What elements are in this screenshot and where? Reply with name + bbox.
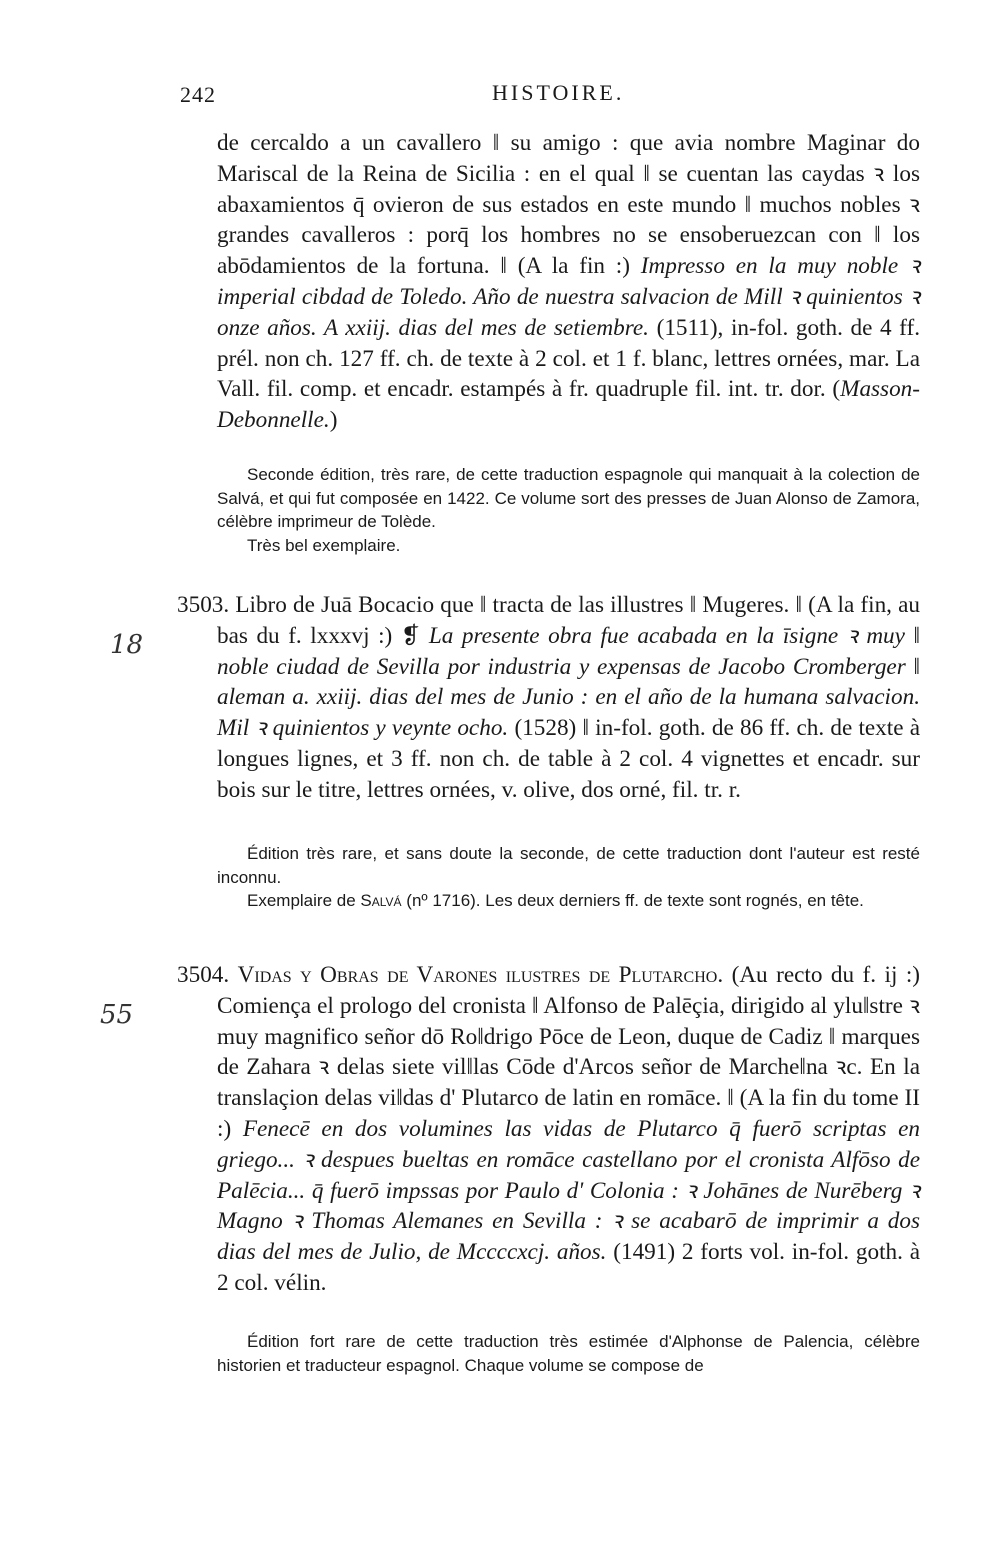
note-paragraph: Seconde édition, très rare, de cette traduction espagnole qui manquait à la colection de Salvá, et qui fut composée en 1422. Ce volume sort des presses de Juan Alonso de Zamora, célèbre imprimeur de Tolède. bbox=[217, 465, 920, 532]
entry-text: de cercaldo a un cavallero ‖ su amigo : que avia nombre Maginar do Mariscal de la Reina de Sicilia : en el qual ‖ se cuentan las caydas ꝛ los abaxamientos q̄ ovieron de sus estados en este mundo ‖ muchos nobles ꝛ grandes cavalleros : porq̄ los hombres no se ensoberuezcan con ‖ los abōdamientos de la fortuna. ‖ (A la fin :) bbox=[217, 130, 920, 280]
note-3503 bbox=[217, 842, 920, 913]
entry-colophon: Fenecē en dos volumines las vidas de Plutarco q̄ fuerō scriptas en griego... ꝛ despues bueltas en romāce castellano por el cronista Alfōso de Palēcia... q̄ fuerō impssas por Paulo d' Colonia : ꝛ Johānes de Nurēberg ꝛ Magno ꝛ Thomas Alemanes en Sevilla : ꝛ se acabarō de imprimir a dos dias del mes de Julio, de Mccccxcj. años. bbox=[217, 1115, 921, 1266]
margin-handwritten-note: 18 bbox=[110, 630, 144, 660]
entry-number: 3504. bbox=[177, 962, 230, 988]
note-paragraph bbox=[217, 889, 920, 913]
entry-3503 bbox=[177, 590, 921, 806]
running-title: HISTOIRE. bbox=[492, 80, 625, 105]
entry-description: (1491) 2 forts vol. in-fol. goth. à 2 col. vélin. bbox=[217, 1239, 920, 1296]
entry-continued bbox=[217, 128, 920, 436]
collector-name: Salvá bbox=[360, 891, 402, 911]
note-text: Exemplaire de bbox=[247, 891, 356, 911]
entry-colophon: Impresso en la muy noble ꝛ imperial cibdad de Toledo. Año de nuestra salvacion de Mill ꝛ quinientos ꝛ onze años. A xxiij. dias del mes de setiembre. bbox=[217, 253, 921, 341]
entry-text: (Au recto du f. ij :) Comiença el prologo del cronista ‖ Alfonso de Palēçia, dirigido al ylu‖stre ꝛ muy magnifico señor dō Ro‖drigo Pōce de Leon, duque de Cadiz ‖ marques de Zahara ꝛ delas siete vil‖las Cōde d'Arcos señor de Marche‖na ꝛc. En la translaçion delas vi‖das d' Plutarco de latin en romāce. ‖ (A la fin du tome II :) bbox=[217, 962, 920, 1142]
entry-3504 bbox=[177, 960, 921, 1299]
binder-name: Masson-Debonnelle. bbox=[217, 376, 920, 434]
entry-number: 3503. bbox=[177, 592, 230, 618]
entry-description: (1511), in-fol. goth. de 4 ff. prél. non ch. 127 ff. ch. de texte à 2 col. et 1 f. blanc, lettres ornées, mar. La Vall. fil. comp. et encadr. estampés à fr. quadruple fil. int. tr. dor. ( bbox=[217, 314, 920, 403]
note-paragraph: Édition très rare, et sans doute la seconde, de cette traduction dont l'auteur est resté inconnu. bbox=[217, 844, 920, 887]
entry-description: (1528) ‖ in-fol. goth. de 86 ff. ch. de texte à longues lignes, et 3 ff. non ch. de table à 2 col. 4 vignettes et encadr. sur bois sur le titre, lettres ornées, v. olive, dos orné, fil. tr. r. bbox=[217, 715, 921, 803]
closing-paren: ) bbox=[329, 407, 338, 434]
page-number: 242 bbox=[180, 82, 216, 107]
entry-colophon: La presente obra fue acabada en la īsigne ꝛ muy ‖ noble ciudad de Sevilla por industria y expensas de Jacobo Cromberger ‖ aleman a. xxiij. dias del mes de Junio : en el año de la humana salvacion. Mil ꝛ quinientos y veynte ocho. bbox=[217, 622, 921, 742]
margin-handwritten-note: 55 bbox=[100, 1000, 134, 1030]
note-text: (nº 1716). Les deux derniers ff. de texte sont rognés, en tête. bbox=[406, 891, 864, 911]
note-continued bbox=[217, 463, 920, 558]
note-3504 bbox=[217, 1330, 920, 1377]
entry-title: Vidas y Obras de Varones ilustres de Plutarcho. bbox=[237, 962, 724, 988]
entry-title: Libro de Juā Bocacio que ‖ tracta de las illustres ‖ Mugeres. ‖ (A la fin, au bas du f. lxxxvj :) ❡ bbox=[217, 592, 921, 649]
note-paragraph: Édition fort rare de cette traduction très estimée d'Alphonse de Palencia, célèbre historien et traducteur espagnol. Chaque volume se compose de bbox=[217, 1332, 920, 1375]
note-paragraph: Très bel exemplaire. bbox=[247, 536, 401, 556]
